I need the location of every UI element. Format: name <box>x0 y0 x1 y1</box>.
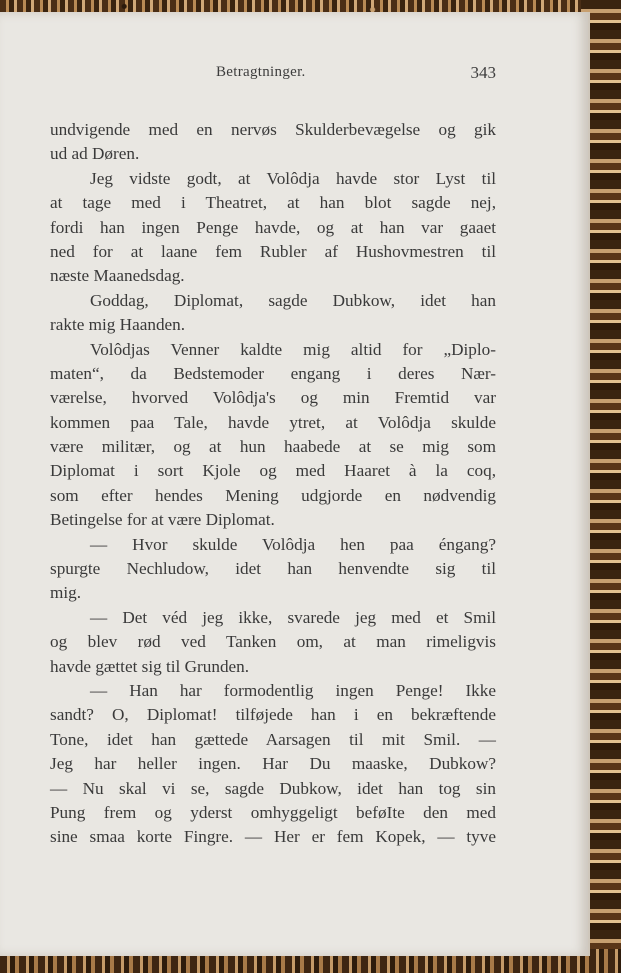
text-line: Jeg har heller ingen. Har Du maaske, Dubkow? <box>50 754 496 774</box>
text-line: Volôdjas Venner kaldte mig altid for „Diplo- <box>90 339 496 359</box>
text-line: ud ad Døren. <box>50 144 140 164</box>
text-line: spurgte Nechludow, idet han henvendte sig til <box>50 559 496 579</box>
text-line: Jeg vidste godt, at Volôdja havde stor Lyst til <box>90 168 496 188</box>
text-line: som efter hendes Mening udgjorde en nødvendig <box>50 485 496 505</box>
text-line: undvigende med en nervøs Skulderbevægelse og gik <box>50 120 496 139</box>
text-line: mig. <box>50 583 82 603</box>
text-line: — Nu skal vi se, sagde Dubkow, idet han tog sin <box>50 778 496 798</box>
text-line: rakte mig Haanden. <box>50 315 186 335</box>
text-line: — Det véd jeg ikke, svarede jeg med et Smil <box>90 607 496 627</box>
text-line: sine smaa korte Fingre. — Her er fem Kopek, — tyve <box>50 827 496 847</box>
text-line: Tone, idet han gættede Aarsagen til mit Smil. — <box>50 729 496 749</box>
running-head: Betragtninger. <box>216 64 306 80</box>
text-line: — Hvor skulde Volôdja hen paa éngang? <box>90 534 496 554</box>
text-line: Pung frem og yderst omhyggeligt beføIte den med <box>50 802 496 822</box>
page-header <box>216 64 498 90</box>
text-line: næste Maanedsdag. <box>50 266 185 286</box>
text-line: værelse, hvorved Volôdja's og min Fremtid var <box>50 388 496 408</box>
page-number: 343 <box>470 63 496 82</box>
text-line: havde gættet sig til Grunden. <box>50 656 250 676</box>
body-text <box>50 118 496 850</box>
text-line: Diplomat i sort Kjole og med Haaret à la coq, <box>50 461 496 481</box>
text-line: ned for at laane fem Rubler af Hushovmestren til <box>50 241 496 261</box>
book-page <box>0 12 590 956</box>
text-line: sandt? O, Diplomat! tilføjede han i en bekræftende <box>50 705 496 725</box>
text-line: fordi han ingen Penge havde, og at han var gaaet <box>50 217 496 237</box>
text-line: maten“, da Bedstemoder engang i deres Nær- <box>50 363 496 383</box>
text-line: — Han har formodentlig ingen Penge! Ikke <box>90 680 496 700</box>
text-line: kommen paa Tale, havde ytret, at Volôdja skulde <box>50 412 496 432</box>
text-line: Goddag, Diplomat, sagde Dubkow, idet han <box>90 290 496 310</box>
text-line: og blev rød ved Tanken om, at man rimeligvis <box>50 632 496 652</box>
text-line: Betingelse for at være Diplomat. <box>50 510 275 530</box>
text-line: være militær, og at hun haabede at se mig som <box>50 437 496 457</box>
text-line: at tage med i Theatret, at han blot sagde nej, <box>50 193 496 213</box>
